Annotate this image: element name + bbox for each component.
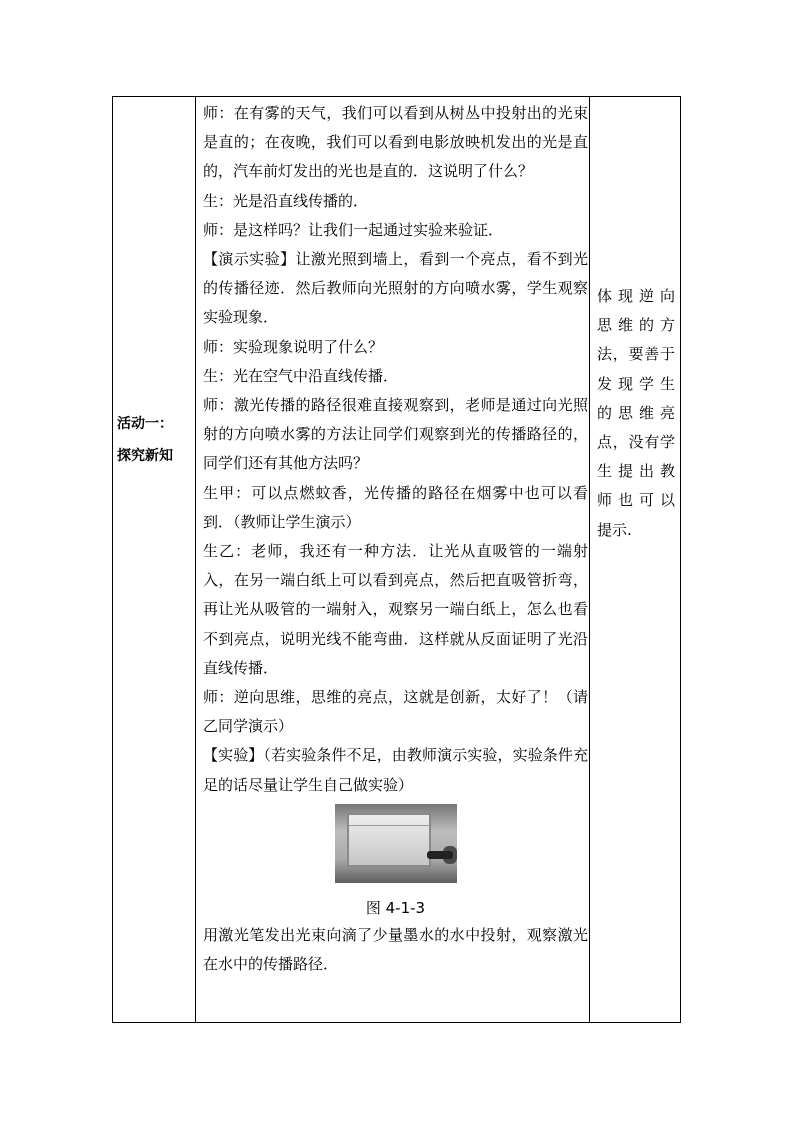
- dialogue-paragraph: 师：实验现象说明了什么？: [203, 337, 384, 356]
- remark-line: 提示.: [597, 520, 632, 539]
- activity-label-line: 探究新知: [117, 448, 173, 464]
- remark-line: 体现逆向: [597, 287, 675, 305]
- dialogue-paragraph: 【演示实验】让激光照到墙上，看到一个亮点，看不到光的传播径迹．然后教师向光照射的方向喷水雾，学生观察实验现象．: [203, 250, 588, 327]
- remark-line: 生提出教: [597, 462, 675, 481]
- activity-label-line: 活动一：: [117, 416, 173, 432]
- activity-label: [117, 408, 193, 472]
- dialogue-paragraph: 生乙：老师，我还有一种方法．让光从直吸管的一端射入，在另一端白纸上可以看到亮点，然后把直吸管折弯，再让光从吸管的一端射入，观察另一端白纸上，怎么也看不到亮点，说明光线不能弯曲．这样就从反面证明了光沿直线传播．: [203, 542, 588, 677]
- dialogue-paragraph: 【实验】（若实验条件不足，由教师演示实验，实验条件充足的话尽量让学生自己做实验）: [203, 746, 588, 794]
- dialogue-paragraph: 师：是这样吗？让我们一起通过实验来验证．: [203, 220, 504, 239]
- dialogue-paragraph: 师：逆向思维，思维的亮点，这就是创新，太好了！（请乙同学演示）: [203, 688, 588, 736]
- lesson-content: [203, 99, 588, 979]
- remark-line: 点，没有学: [597, 433, 675, 452]
- laser-pen: [427, 851, 453, 859]
- laser-tank-photo: [335, 804, 457, 883]
- dialogue-paragraph: 师：在有雾的天气，我们可以看到从树丛中投射出的光束是直的；在夜晚，我们可以看到电影放映机发出的光是直的，汽车前灯发出的光也是直的．这说明了什么？: [203, 104, 588, 181]
- remark-line: 思维的方: [597, 316, 675, 335]
- remark-line: 发现学生: [597, 374, 675, 393]
- figure-caption: 图 4-1-3: [365, 899, 426, 918]
- dialogue-paragraph: 生甲：可以点燃蚊香，光传播的路径在烟雾中也可以看到．（教师让学生演示）: [203, 483, 588, 531]
- dialogue-paragraph: 用激光笔发出光束向滴了少量墨水的水中投射，观察激光在水中的传播路径．: [203, 926, 588, 974]
- dialogue-paragraph: 生：光在空气中沿直线传播．: [203, 366, 399, 385]
- column-divider: [195, 97, 196, 1022]
- remark-line: 师也可以: [597, 491, 675, 510]
- dialogue-paragraph: 生：光是沿直线传播的．: [203, 191, 369, 210]
- remark-column: [597, 282, 675, 545]
- column-divider: [589, 97, 590, 1022]
- lesson-table: [112, 96, 681, 1023]
- dialogue-paragraph: 师：激光传播的路径很难直接观察到，老师是通过向光照射的方向喷水雾的方法让同学们观察到光的传播路径的，同学们还有其他方法吗？: [203, 396, 588, 473]
- water-tank: [347, 813, 431, 867]
- remark-line: 的思维亮: [597, 403, 675, 422]
- experiment-figure: [203, 804, 588, 921]
- remark-line: 法，要善于: [597, 345, 675, 364]
